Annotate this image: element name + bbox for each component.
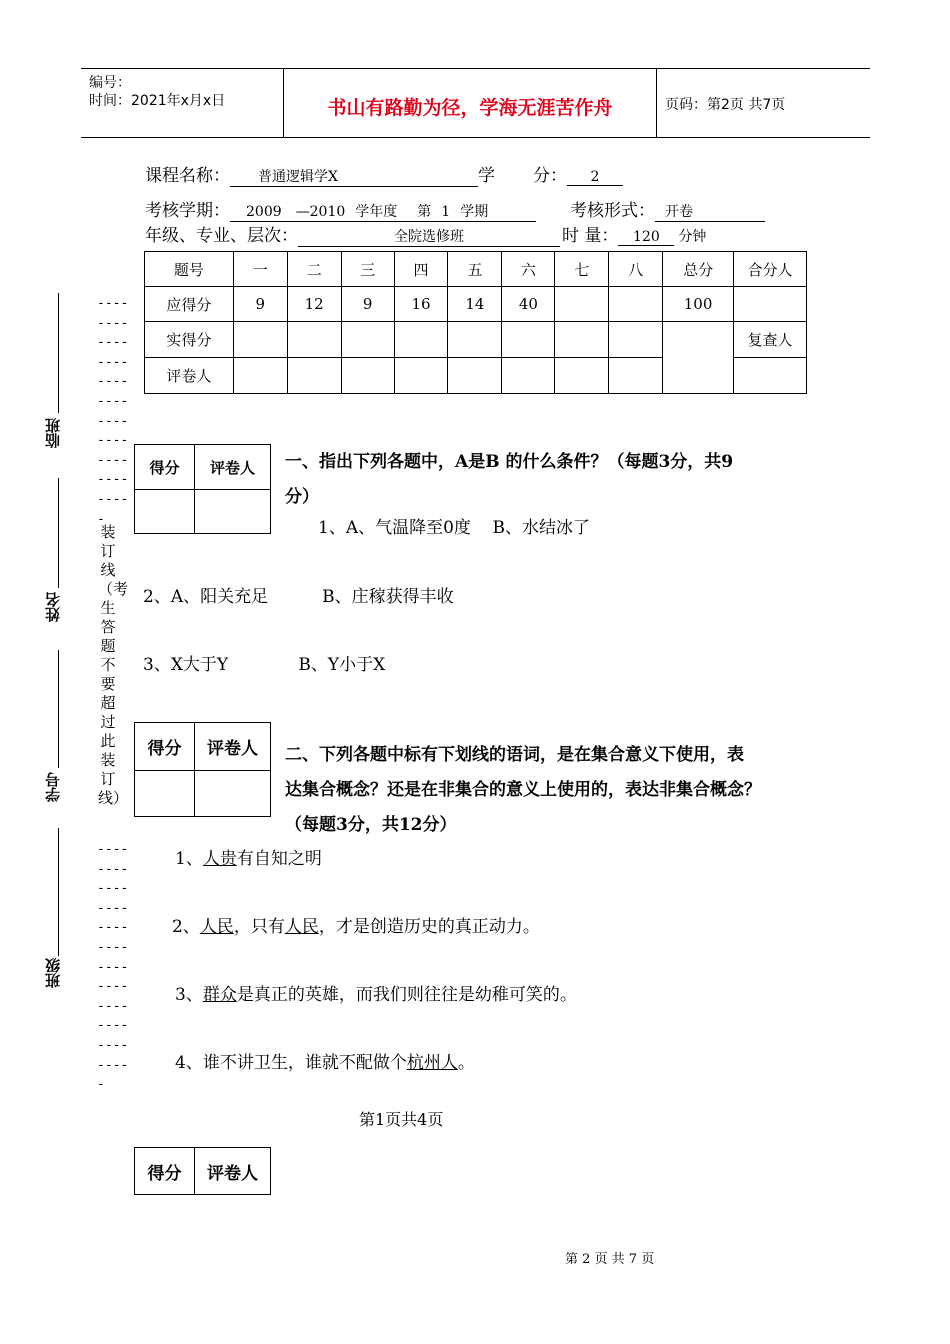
section1-title-line2: 分） [285, 487, 319, 507]
section2-title-line1: 二、下列各题中标有下划线的语词，是在集合意义下使用，表 [285, 745, 744, 765]
table-header-cell: 八 [609, 252, 663, 287]
table-cell [448, 358, 502, 394]
side-label-class: 班级 [44, 958, 62, 988]
section2-q1: 1、人贵有自知之明 [175, 849, 322, 869]
credit-label: 学 [478, 166, 495, 186]
side-label-name: 姓名 [44, 592, 62, 622]
grader-label: 评卷人 [195, 445, 271, 490]
grader-label: 评卷人 [195, 1148, 271, 1195]
table-cell [287, 358, 341, 394]
form-value: 开卷 [655, 201, 765, 222]
page-footer: 第 2 页 共 7 页 [565, 1252, 655, 1267]
table-header-cell: 题号 [145, 252, 234, 287]
section1-q2: 2、A、阳关充足 B、庄稼获得丰收 [143, 587, 454, 607]
underlined-term: 人民 [284, 917, 319, 937]
time-amount-label: 时 量： [562, 226, 619, 246]
table-header-cell: 合分人 [734, 252, 807, 287]
table-header-cell: 七 [555, 252, 609, 287]
term-line [145, 196, 765, 222]
table-cell [734, 358, 807, 394]
section1-q1: 1、A、气温降至0度 B、水结冰了 [318, 518, 591, 538]
score-label: 得分 [135, 723, 195, 771]
term-value: 2009 —2010 学年度 第 1 学期 [230, 201, 536, 222]
course-name-value: 普通逻辑学X [230, 166, 478, 187]
table-header-cell: 四 [394, 252, 448, 287]
table-header-cell: 五 [448, 252, 502, 287]
side-label-class-temp: 临班 [44, 418, 62, 448]
table-cell [448, 322, 502, 358]
table-cell [555, 322, 609, 358]
score-label: 得分 [135, 1148, 195, 1195]
section2-q3: 3、群众是真正的英雄，而我们则往往是幼稚可笑的。 [175, 985, 577, 1005]
section2-q4: 4、谁不讲卫生，谁就不配做个杭州人。 [175, 1053, 475, 1073]
section2-title-line2: 达集合概念？还是在非集合的意义上使用的，表达非集合概念？ [285, 780, 761, 800]
score-actual-row [145, 322, 807, 358]
table-cell [233, 358, 287, 394]
total-merged-cell [663, 322, 734, 394]
header-motto-cell [283, 69, 657, 137]
score-table [144, 251, 807, 394]
course-name-label: 课程名称： [145, 166, 230, 186]
credit-value: 2 [567, 169, 623, 186]
score-header-row [145, 252, 807, 287]
number-label: 编号： [89, 75, 131, 91]
side-line [58, 293, 59, 413]
table-cell: 12 [287, 287, 341, 322]
table-cell: 复查人 [734, 322, 807, 358]
page-label: 页码：第2页 共7页 [665, 97, 786, 113]
class-value: 全院选修班 [298, 226, 560, 247]
table-cell: 100 [663, 287, 734, 322]
score-field[interactable] [135, 771, 195, 817]
table-cell [609, 358, 663, 394]
section2-q2: 2、人民，只有人民，才是创造历史的真正动力。 [172, 917, 540, 937]
score-should-row [145, 287, 807, 322]
underlined-term: 杭州人 [406, 1053, 458, 1073]
side-line [58, 478, 59, 588]
binding-dashes-bottom: ---- ---- ---- ---- ---- ---- ---- ---- ---- ---- ---- ---- - [97, 842, 129, 1093]
score-field[interactable] [135, 490, 195, 534]
table-cell: 应得分 [145, 287, 234, 322]
table-cell: 14 [448, 287, 502, 322]
binding-line-text: 装订线（考生答题不要超过此装订线） [98, 523, 129, 807]
time-value: 120 [618, 229, 674, 246]
score-label: 得分 [135, 445, 195, 490]
table-cell [341, 358, 394, 394]
table-cell: 实得分 [145, 322, 234, 358]
underlined-term: 群众 [202, 985, 237, 1005]
side-label-student-id: 学号 [44, 772, 62, 802]
table-cell [394, 358, 448, 394]
underlined-term: 人贵 [202, 849, 237, 869]
table-cell [555, 287, 609, 322]
credit-label-2: 分： [533, 166, 567, 186]
table-cell: 评卷人 [145, 358, 234, 394]
table-cell [555, 358, 609, 394]
table-cell [609, 287, 663, 322]
table-cell [287, 322, 341, 358]
side-line [58, 828, 59, 956]
motto: 书山有路勤为径，学海无涯苦作舟 [327, 97, 613, 119]
table-cell [233, 322, 287, 358]
table-cell [734, 287, 807, 322]
table-cell: 9 [341, 287, 394, 322]
table-header-cell: 六 [502, 252, 555, 287]
table-cell [394, 322, 448, 358]
grader-label: 评卷人 [195, 723, 271, 771]
section1-title-line1: 一、指出下列各题中，A是B 的什么条件？（每题3分，共9 [285, 452, 734, 472]
page-header [81, 68, 870, 138]
table-header-cell: 总分 [663, 252, 734, 287]
class-line [145, 221, 706, 247]
table-cell: 9 [233, 287, 287, 322]
table-cell [502, 358, 555, 394]
table-cell: 16 [394, 287, 448, 322]
form-label: 考核形式： [570, 201, 655, 221]
table-cell [341, 322, 394, 358]
table-cell [609, 322, 663, 358]
section1-q3: 3、X大于Y B、Y小于X [143, 655, 386, 675]
grader-field[interactable] [195, 490, 271, 534]
grader-field[interactable] [195, 771, 271, 817]
table-header-cell: 二 [287, 252, 341, 287]
score-box-3 [134, 1147, 271, 1195]
course-line [145, 161, 623, 187]
class-label: 年级、专业、层次： [145, 226, 298, 246]
time-label: 时间：2021年x月x日 [89, 93, 226, 109]
table-header-cell: 一 [233, 252, 287, 287]
side-line [58, 650, 59, 768]
header-page-cell [656, 69, 870, 137]
underlined-term: 人民 [199, 917, 234, 937]
table-header-cell: 三 [341, 252, 394, 287]
table-cell [502, 322, 555, 358]
score-box-2 [134, 722, 271, 817]
term-label: 考核学期： [145, 201, 230, 221]
inner-page-number: 第1页共4页 [359, 1110, 444, 1129]
section2-title-line3: （每题3分，共12分） [285, 815, 457, 835]
score-box-1 [134, 444, 271, 534]
binding-dashes-top: ---- ---- ---- ---- ---- ---- ---- ---- ---- ---- ---- - [97, 296, 129, 527]
header-meta [81, 69, 283, 137]
table-cell: 40 [502, 287, 555, 322]
time-unit: 分钟 [678, 229, 707, 245]
